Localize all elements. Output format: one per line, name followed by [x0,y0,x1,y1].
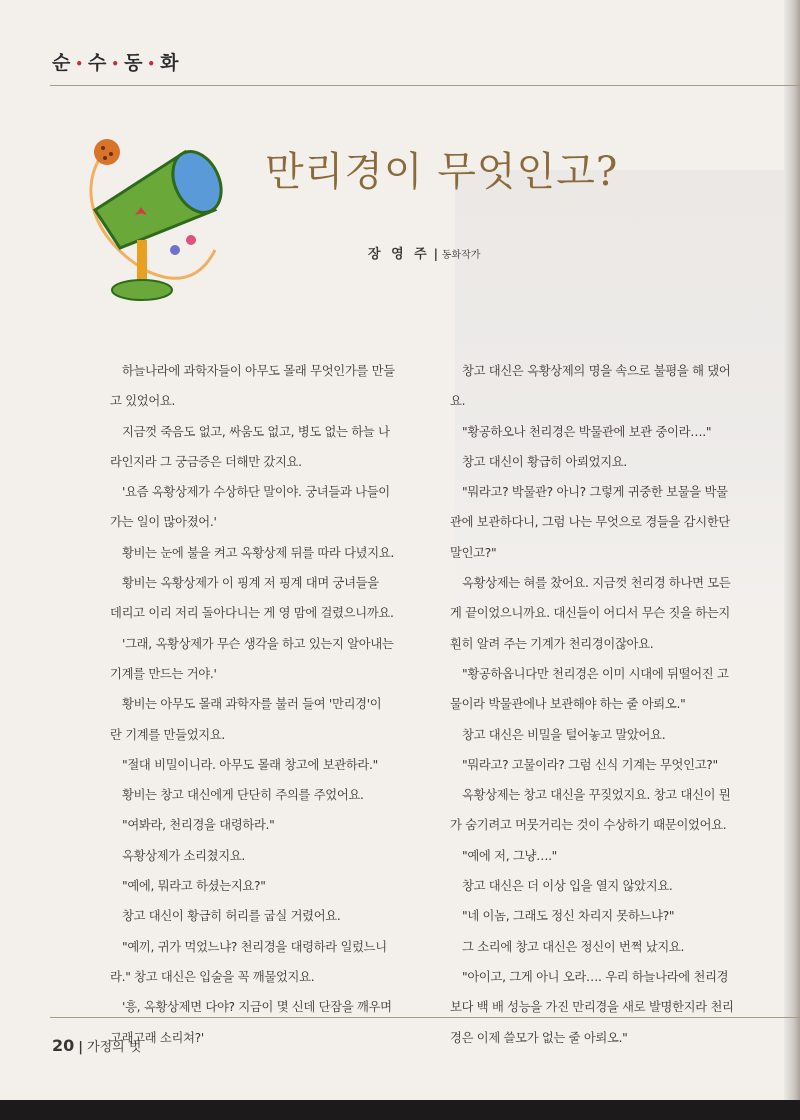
magazine-name: 가정의 벗 [87,1040,142,1055]
text-line: 황비는 아무도 몰래 과학자를 불러 들여 '만리경'이 [122,697,382,712]
dot-icon: • [147,56,157,71]
section-char: 동 [124,52,144,74]
section-char: 수 [88,52,108,74]
text-line: 그 소리에 창고 대신은 정신이 번쩍 났지요. [462,939,685,954]
page-footer [52,1036,141,1055]
telescope-illustration [65,130,245,310]
text-line: "황공하오나 천리경은 박물관에 보관 중이라…." [462,424,712,439]
text-line: 하늘나라에 과학자들이 아무도 몰래 무엇인가를 만들 [122,364,395,378]
text-line: 창고 대신이 황급히 아뢰었지요. [462,454,627,469]
author-role: 동화작가 [441,250,481,261]
text-line: 고래고래 소리쳐?' [110,1030,204,1045]
section-label [52,48,179,75]
scan-bottom-edge [0,1100,800,1120]
text-line: "뭐라고? 고물이라? 그럼 신식 기계는 무엇인고?" [462,757,718,772]
text-line: 가 숨기려고 머뭇거리는 것이 수상하기 때문이었어요. [450,818,727,833]
text-line: 기계를 만드는 거야.' [110,666,217,681]
text-line: 보다 백 배 성능을 가진 만리경을 새로 발명한지라 천리 [450,1000,734,1015]
text-line: '요즘 옥황상제가 수상하단 말이야. 궁녀들과 나들이 [122,485,390,500]
dot-icon: • [75,56,85,71]
footer-divider: | [78,1040,84,1055]
text-line: 옥황상제가 소리쳤지요. [122,848,246,863]
text-line: 데리고 이리 저리 돌아다니는 게 영 맘에 걸렸으니까요. [110,606,394,621]
footer-rule [50,1017,800,1018]
section-char: 순 [52,52,72,74]
text-line: 말인고?" [450,545,497,560]
text-line: "아이고, 그게 아니 오라…. 우리 하늘나라에 천리경 [462,969,729,984]
text-line: "예에 저, 그냥…." [462,848,558,863]
text-line: 옥황상제는 창고 대신을 꾸짖었지요. 창고 대신이 뭔 [462,788,731,803]
text-line: 물이라 박물관에나 보관해야 하는 줄 아뢰오." [450,697,686,712]
article-column-left [110,356,420,1053]
article-column-right [450,356,770,1053]
dot-icon: • [111,56,121,71]
text-line: "네 이놈, 그래도 정신 차리지 못하느냐?" [462,909,675,924]
text-line: 고 있었어요. [110,394,176,409]
text-line: 창고 대신은 비밀을 털어놓고 말았어요. [462,727,666,742]
text-line: 황비는 눈에 불을 켜고 옥황상제 뒤를 따라 다녔지요. [122,545,395,560]
text-line: "여봐라, 천리경을 대령하라." [122,818,275,833]
text-line: 경은 이제 쓸모가 없는 줄 아뢰오." [450,1030,628,1045]
text-line: "예끼, 귀가 먹었느냐? 천리경을 대령하라 일렀느니 [122,939,387,954]
text-line: 라." 창고 대신은 입술을 꼭 깨물었지요. [110,969,315,984]
text-line: 훤히 알려 주는 기계가 천리경이잖아요. [450,636,654,651]
section-char: 화 [160,52,180,74]
text-line: 황비는 옥황상제가 이 핑계 저 핑계 대며 궁녀들을 [122,576,379,591]
text-line: 황비는 창고 대신에게 단단히 주의를 주었어요. [122,788,364,803]
text-line: 가는 일이 많아졌어.' [110,515,217,530]
header-rule [50,85,800,86]
text-line: 창고 대신은 더 이상 입을 열지 않았지요. [462,879,673,894]
byline [368,243,480,262]
author-name: 장 영 주 [368,247,430,262]
text-line: 창고 대신은 옥황상제의 명을 속으로 불평을 해 댔어 [462,364,731,378]
text-line: "절대 비밀이니라. 아무도 몰래 창고에 보관하라." [122,757,378,772]
text-line: 요. [450,394,466,409]
article-title: 만리경이 무엇인고? [265,149,619,195]
byline-divider: | [433,247,438,261]
text-line: '그래, 옥황상제가 무슨 생각을 하고 있는지 알아내는 [122,636,394,651]
text-line: 옥황상제는 혀를 찼어요. 지금껏 천리경 하나면 모든 [462,576,731,591]
text-line: 관에 보관하다니, 그럼 나는 무엇으로 경들을 감시한단 [450,515,730,530]
text-line: '흥, 옥황상제면 다야? 지금이 몇 신데 단잠을 깨우며 [122,1000,392,1015]
text-line: 창고 대신이 황급히 허리를 굽실 거렸어요. [122,909,341,924]
text-line: "예에, 뭐라고 하셨는지요?" [122,879,266,894]
text-line: "뭐라고? 박물관? 아니? 그렇게 귀중한 보물을 박물 [462,485,728,500]
text-line: 게 끝이었으니까요. 대신들이 어디서 무슨 짓을 하는지 [450,606,730,621]
text-line: "황공하옵니다만 천리경은 이미 시대에 뒤떨어진 고 [462,666,729,681]
text-line: 란 기계를 만들었지요. [110,727,226,742]
text-line: 지금껏 죽음도 없고, 싸움도 없고, 병도 없는 하늘 나 [122,424,390,439]
text-line: 라인지라 그 궁금증은 더해만 갔지요. [110,454,302,469]
page-number: 20 [52,1036,75,1055]
page-binding-edge [784,0,800,1100]
